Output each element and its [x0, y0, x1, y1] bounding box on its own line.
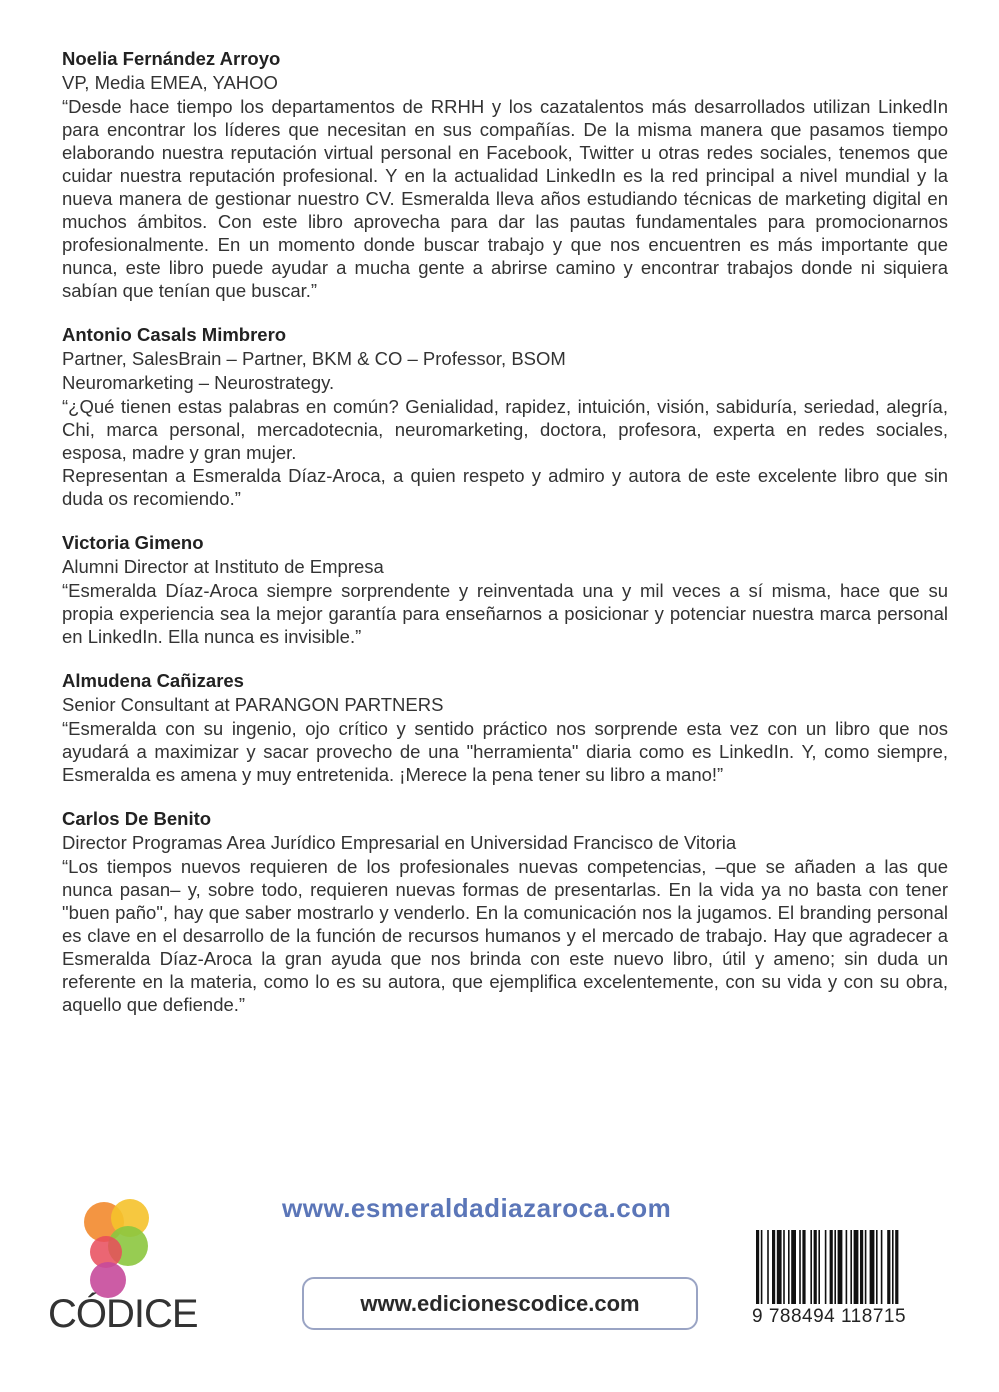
testimonial	[62, 530, 948, 648]
author-website-link[interactable]: www.esmeraldadiazaroca.com	[282, 1193, 672, 1223]
testimonial-role: VP, Media EMEA, YAHOO	[62, 72, 278, 93]
testimonials-section	[62, 46, 948, 1036]
testimonial-author: Noelia Fernández Arroyo	[62, 48, 281, 69]
isbn-barcode	[752, 1230, 952, 1340]
testimonial-author: Antonio Casals Mimbrero	[62, 324, 287, 345]
testimonial	[62, 806, 948, 1016]
testimonial	[62, 668, 948, 786]
barcode-icon	[752, 1230, 948, 1306]
testimonial	[62, 322, 948, 510]
testimonial-author: Victoria Gimeno	[62, 532, 204, 553]
testimonial-quote: “Los tiempos nuevos requieren de los profesionales nuevas competencias, –que se añaden a las que nunca pasan– y, sobre todo, requieren nuevas formas de presentarlas. En la vida ya no basta con tener "buen paño", hay que saber mostrarlo y venderlo. En la comunicación nos la jugamos. El branding personal es clave en el desarrollo de la función de recursos humanos y el mercado de trabajo. Hay que agradecer a Esmeralda Díaz-Aroca la gran ayuda que nos brinda con este nuevo libro, útil y ameno; sin duda un referente en la materia, como lo es su autora, que ejemplifica excelentemente, con su vida y con su obra, aquello que defiende.”	[62, 856, 948, 1015]
testimonial-role: Senior Consultant at PARANGON PARTNERS	[62, 694, 444, 715]
testimonial-quote: “Esmeralda con su ingenio, ojo crítico y sentido práctico nos sorprende esta vez con un libro que nos ayudará a maximizar y sacar provecho de una "herramienta" diaria como es LinkedIn. Y, como siempre, Esmeralda es amena y muy entretenida. ¡Merece la pena tener su libro a mano!”	[62, 718, 948, 785]
testimonial	[62, 46, 948, 302]
barcode-number: 9 788494 118715	[752, 1306, 907, 1327]
testimonial-author: Carlos De Benito	[62, 808, 212, 829]
testimonial-quote: “Desde hace tiempo los departamentos de RRHH y los cazatalentos más desarrollados utilizan LinkedIn para encontrar los líderes que necesitan en sus compañías. De la misma manera que pasamos tiempo elaborando nuestra reputación virtual personal en Facebook, Twitter u otras redes sociales, tenemos que cuidar nuestra reputación profesional. Y en la actualidad LinkedIn es la red principal a nivel mundial y la nueva manera de gestionar nuestro CV. Esmeralda lleva años estudiando técnicas de marketing digital en muchos ámbitos. Con este libro aprovecha para dar las pautas fundamentales para promocionarnos profesionalmente. En un momento donde buscar trabajo y que nos encuentren es más importante que nunca, este libro puede ayudar a mucha gente a abrirse camino y encontrar trabajos donde ni siquiera sabían que tenían que buscar.”	[62, 96, 948, 301]
publisher-logo-text: CÓDICE	[48, 1292, 198, 1336]
testimonial-author: Almudena Cañizares	[62, 670, 244, 691]
testimonial-quote: “¿Qué tienen estas palabras en común? Genialidad, rapidez, intuición, visión, sabiduría, seriedad, alegría, Chi, marca personal, mercadotecnia, neuromarketing, doctora, profesora, experta en redes sociales, esposa, madre y gran mujer. Representan a Esmeralda Díaz-Aroca, a quien respeto y admiro y autora de este excelente libro que sin duda os recomiendo.”	[62, 396, 948, 509]
testimonial-quote: “Esmeralda Díaz-Aroca siempre sorprendente y reinventada una y mil veces a sí misma, hace que su propia experiencia sea la mejor garantía para enseñarnos a posicionar y potenciar nuestra marca personal en LinkedIn. Ella nunca es invisible.”	[62, 580, 948, 647]
publisher-website-box[interactable]	[302, 1277, 698, 1330]
testimonial-role: Partner, SalesBrain – Partner, BKM & CO – Professor, BSOM Neuromarketing – Neurostrategy.	[62, 348, 566, 393]
publisher-logo	[48, 1188, 208, 1348]
publisher-website-link[interactable]: www.edicionescodice.com	[360, 1290, 640, 1316]
testimonial-role: Alumni Director at Instituto de Empresa	[62, 556, 384, 577]
publisher-logo-circles-icon	[48, 1188, 208, 1298]
testimonial-role: Director Programas Area Jurídico Empresarial en Universidad Francisco de Vitoria	[62, 832, 737, 853]
